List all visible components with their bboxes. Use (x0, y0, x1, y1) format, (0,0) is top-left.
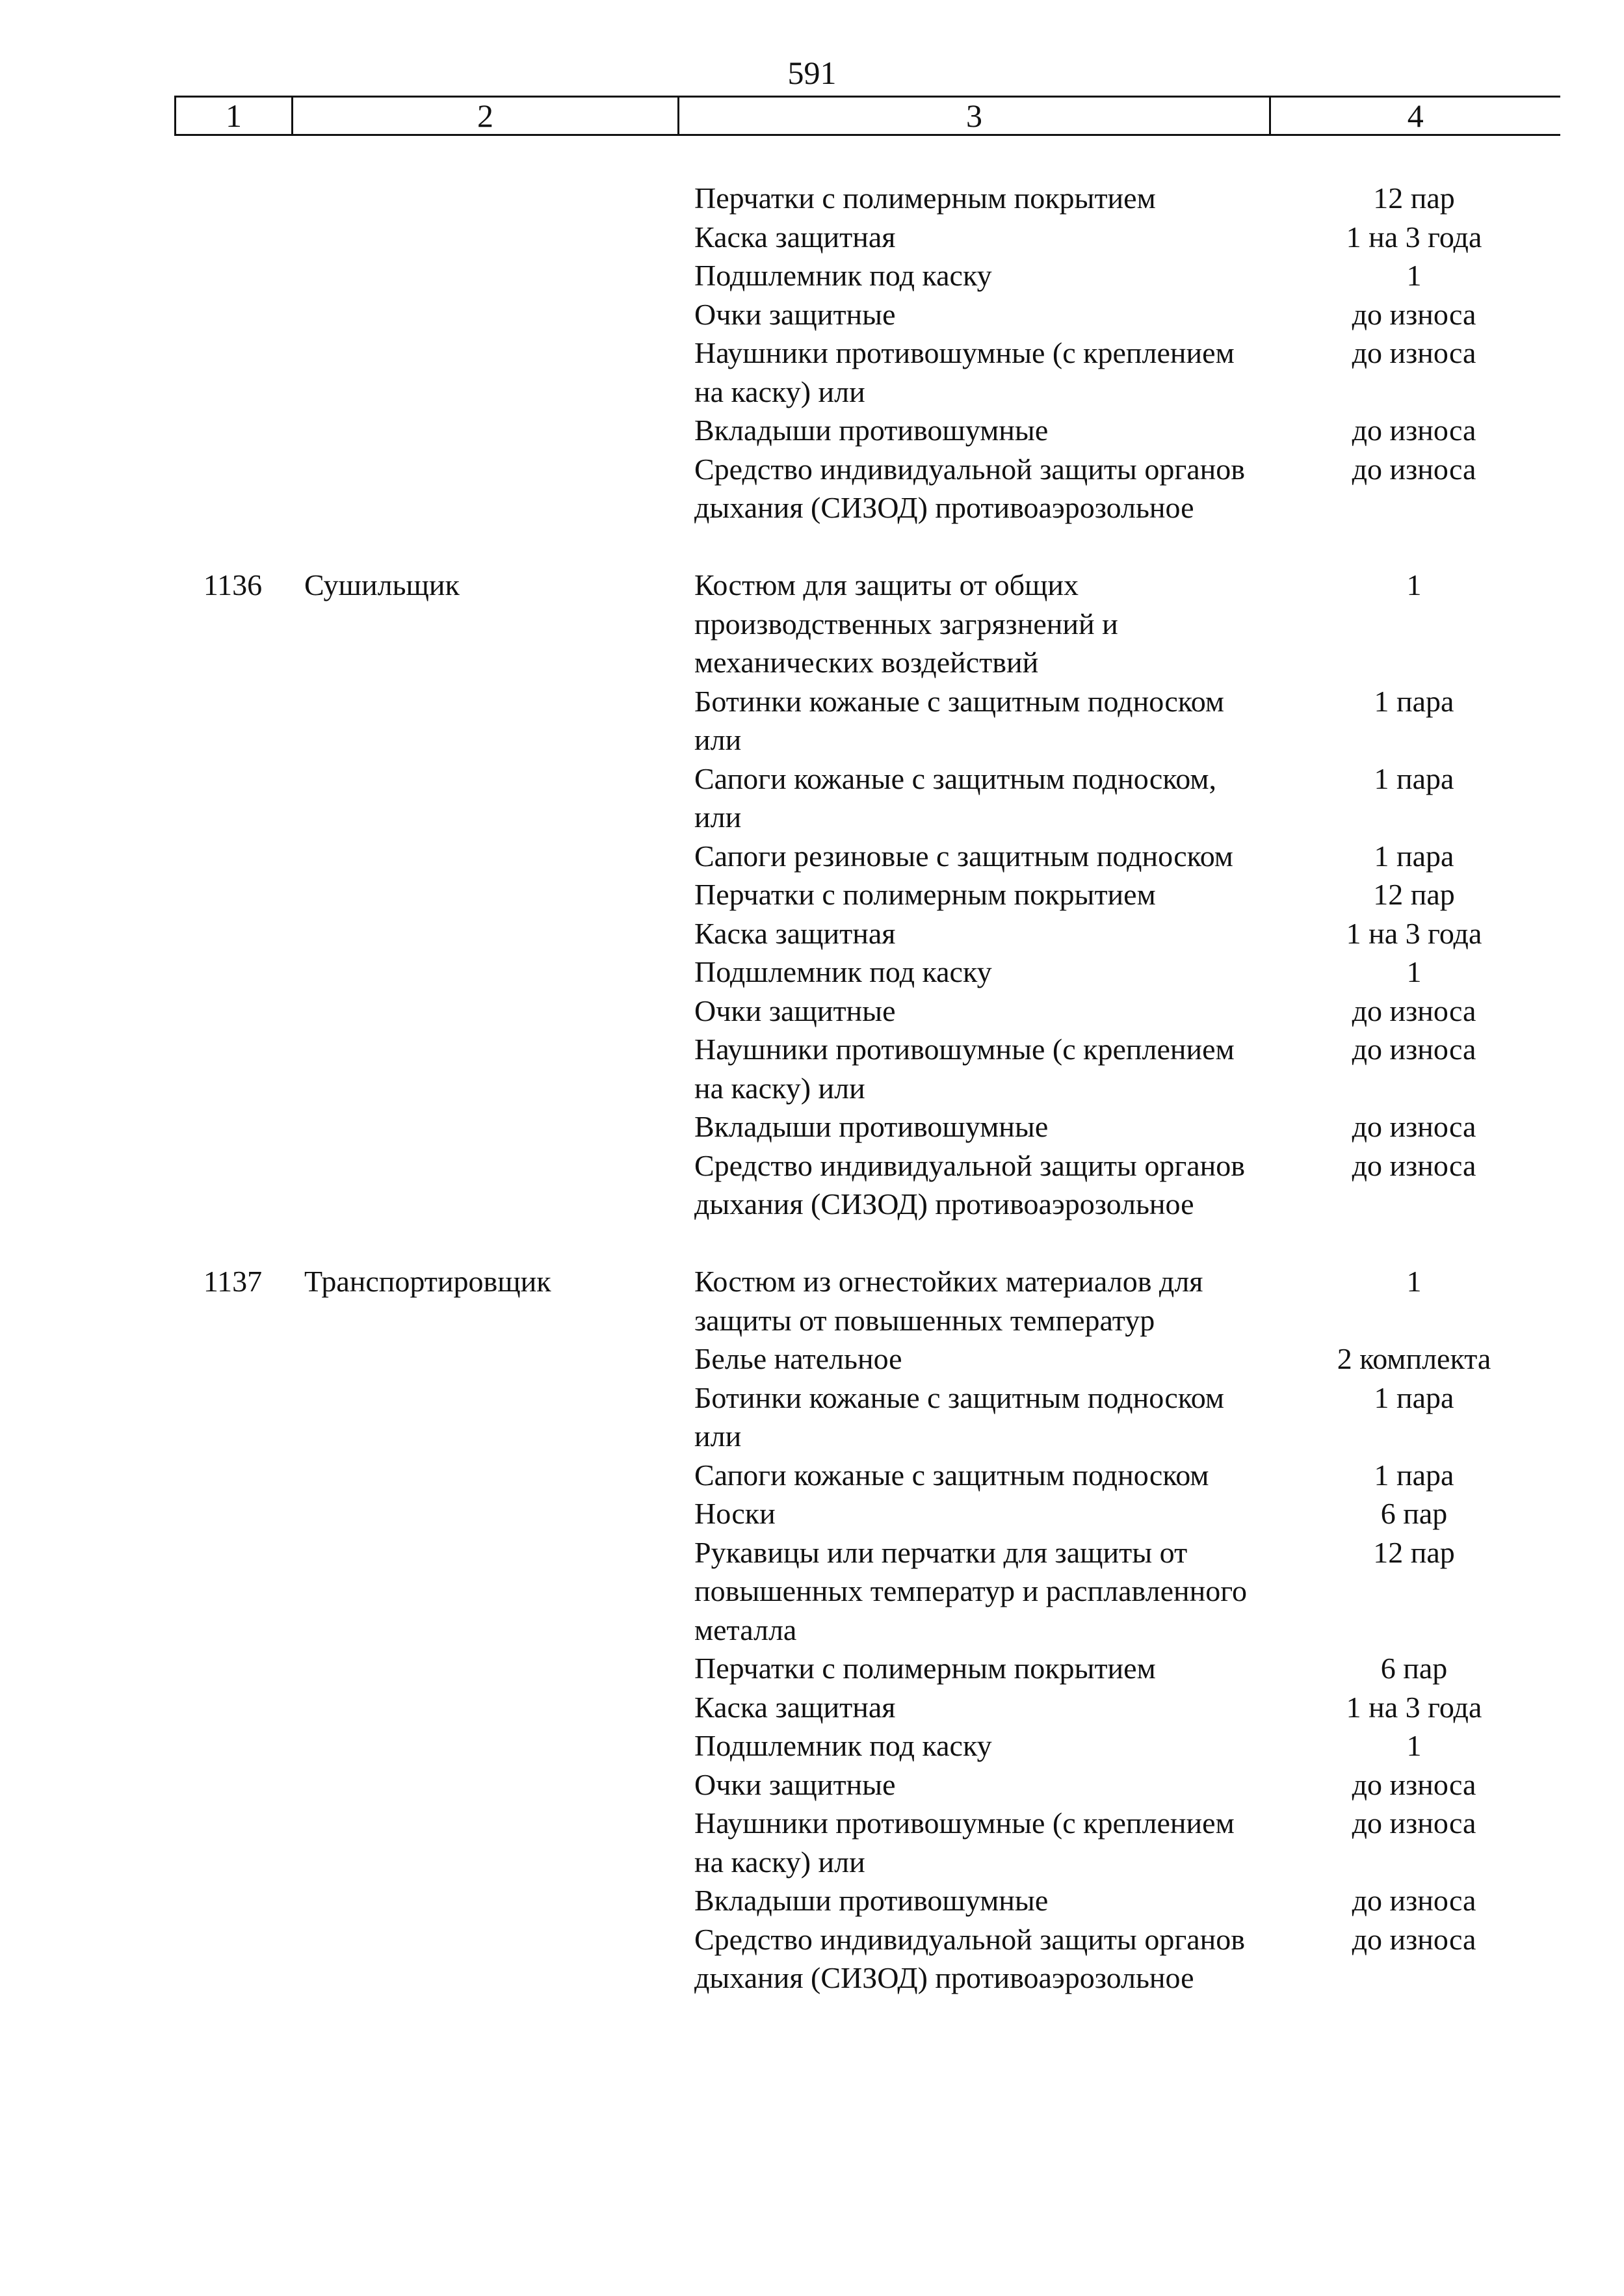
issue-norm: 12 пар (1373, 181, 1455, 215)
row-number (174, 1688, 291, 1727)
row-number: 1136 (203, 568, 263, 601)
row-number (174, 179, 291, 218)
row-number (174, 1765, 291, 1804)
ppe-item: Костюм для защиты от общих производственных загрязнений и механических воздействий (694, 568, 1118, 679)
table-body (174, 179, 1559, 1998)
row-number (174, 1494, 291, 1533)
ppe-item: Ботинки кожаные с защитным подноском или (694, 684, 1225, 756)
ppe-item: Подшлемник под каску (694, 259, 992, 292)
row-number (174, 218, 291, 257)
table-row (174, 1262, 1559, 1339)
ppe-item: Вкладыши противошумные (694, 1884, 1049, 1917)
profession-name (291, 837, 677, 876)
column-header-3: 3 (679, 97, 1270, 135)
table-row (174, 1339, 1559, 1379)
row-number (174, 1649, 291, 1688)
row-number (174, 682, 291, 759)
issue-norm: 1 пара (1374, 1380, 1454, 1414)
issue-norm: до износа (1352, 1767, 1476, 1801)
row-number (174, 953, 291, 992)
table-row (174, 1726, 1559, 1765)
profession-name (291, 179, 677, 218)
profession-name (291, 682, 677, 759)
issue-norm: 6 пар (1380, 1652, 1448, 1685)
table-row (174, 218, 1559, 257)
table-row (174, 1533, 1559, 1650)
table-row (174, 1804, 1559, 1881)
ppe-item: Белье нательное (694, 1342, 902, 1375)
table-row (174, 450, 1559, 527)
issue-norm: до износа (1352, 1922, 1476, 1956)
issue-norm: 1 на 3 года (1346, 916, 1482, 950)
table-row (174, 837, 1559, 876)
table-row (174, 992, 1559, 1031)
row-number (174, 411, 291, 450)
table-row (174, 256, 1559, 295)
issue-norm: до износа (1352, 452, 1476, 486)
profession-name (291, 1688, 677, 1727)
profession-name (291, 1107, 677, 1146)
profession-name: Транспортировщик (304, 1265, 551, 1298)
ppe-item: Рукавицы или перчатки для защиты от повышенных температур и расплавленного металла (694, 1535, 1247, 1646)
profession-name (291, 1146, 677, 1224)
issue-norm: 2 комплекта (1337, 1342, 1491, 1375)
profession-name (291, 1765, 677, 1804)
table-row (174, 1881, 1559, 1920)
issue-norm: до износа (1352, 1033, 1476, 1066)
issue-norm: до износа (1352, 994, 1476, 1027)
table-row (174, 914, 1559, 953)
ppe-item: Наушники противошумные (с креплением на каску) или (694, 1033, 1235, 1105)
issue-norm: 12 пар (1373, 878, 1455, 911)
table-row (174, 875, 1559, 914)
table-row (174, 411, 1559, 450)
row-number (174, 1107, 291, 1146)
issue-norm: до износа (1352, 336, 1476, 369)
table-row (174, 1688, 1559, 1727)
issue-norm: до износа (1352, 1110, 1476, 1143)
row-number (174, 450, 291, 527)
ppe-item: Перчатки с полимерным покрытием (694, 878, 1156, 911)
issue-norm: 1 пара (1374, 839, 1454, 873)
row-number (174, 1920, 291, 1998)
issue-norm: до износа (1352, 414, 1476, 447)
table-row (174, 1920, 1559, 1998)
table-row (174, 334, 1559, 411)
profession-name: Сушильщик (304, 568, 460, 601)
ppe-item: Подшлемник под каску (694, 1729, 992, 1762)
issue-norm: 1 (1406, 259, 1422, 292)
issue-norm: 1 (1406, 955, 1422, 988)
table-row (174, 179, 1559, 218)
profession-name (291, 1494, 677, 1533)
table-row (174, 1649, 1559, 1688)
profession-name (291, 914, 677, 953)
issue-norm: до износа (1352, 1148, 1476, 1182)
profession-name (291, 1920, 677, 1998)
profession-name (291, 953, 677, 992)
ppe-item: Очки защитные (694, 297, 896, 331)
issue-norm: 6 пар (1380, 1497, 1448, 1530)
row-number (174, 1379, 291, 1456)
issue-norm: 1 (1406, 568, 1422, 601)
table-row (174, 1030, 1559, 1107)
row-number (174, 992, 291, 1031)
row-number (174, 334, 291, 411)
ppe-item: Очки защитные (694, 1767, 896, 1801)
ppe-item: Средство индивидуальной защиты органов дыхания (СИЗОД) противоаэрозольное (694, 1922, 1245, 1994)
ppe-item: Каска защитная (694, 916, 896, 950)
profession-name (291, 1030, 677, 1107)
profession-name (291, 759, 677, 837)
row-number (174, 1881, 291, 1920)
row-number (174, 295, 291, 334)
ppe-item: Сапоги кожаные с защитным подноском, или (694, 761, 1217, 834)
issue-norm: 1 на 3 года (1346, 1690, 1482, 1724)
issue-norm: до износа (1352, 1806, 1476, 1840)
row-number (174, 256, 291, 295)
profession-name (291, 411, 677, 450)
column-header-2: 2 (293, 97, 679, 135)
ppe-item: Перчатки с полимерным покрытием (694, 1652, 1156, 1685)
ppe-item: Перчатки с полимерным покрытием (694, 181, 1156, 215)
ppe-item: Средство индивидуальной защиты органов дыхания (СИЗОД) противоаэрозольное (694, 452, 1245, 524)
profession-name (291, 256, 677, 295)
profession-name (291, 1533, 677, 1650)
table-row (174, 1456, 1559, 1495)
ppe-item: Подшлемник под каску (694, 955, 992, 988)
ppe-norms-table (174, 179, 1559, 1998)
row-number (174, 1339, 291, 1379)
profession-name (291, 1379, 677, 1456)
row-number (174, 1146, 291, 1224)
ppe-item: Вкладыши противошумные (694, 1110, 1049, 1143)
table-row (174, 566, 1559, 682)
profession-name (291, 875, 677, 914)
table-row (174, 682, 1559, 759)
profession-name (291, 218, 677, 257)
issue-norm: 1 на 3 года (1346, 220, 1482, 254)
section-spacer (174, 527, 1559, 566)
profession-name (291, 1456, 677, 1495)
profession-name (291, 295, 677, 334)
ppe-item: Наушники противошумные (с креплением на каску) или (694, 336, 1235, 408)
table-row (174, 1107, 1559, 1146)
profession-name (291, 992, 677, 1031)
column-header-table (174, 96, 1560, 136)
ppe-item: Сапоги кожаные с защитным подноском (694, 1458, 1209, 1492)
issue-norm: 12 пар (1373, 1535, 1455, 1569)
row-number (174, 1533, 291, 1650)
table-row (174, 759, 1559, 837)
ppe-item: Наушники противошумные (с креплением на каску) или (694, 1806, 1235, 1879)
issue-norm: 1 пара (1374, 684, 1454, 718)
profession-name (291, 1726, 677, 1765)
ppe-item: Ботинки кожаные с защитным подноском или (694, 1380, 1225, 1453)
row-number (174, 1804, 291, 1881)
ppe-item: Каска защитная (694, 1690, 896, 1724)
row-number (174, 837, 291, 876)
row-number (174, 1726, 291, 1765)
ppe-item: Костюм из огнестойких материалов для защиты от повышенных температур (694, 1265, 1203, 1337)
issue-norm: до износа (1352, 297, 1476, 331)
page-number: 591 (787, 55, 837, 91)
row-number: 1137 (203, 1265, 263, 1298)
table-row (174, 1146, 1559, 1224)
table-row (174, 1379, 1559, 1456)
column-header-row (176, 97, 1560, 135)
row-number (174, 914, 291, 953)
section-spacer (174, 1224, 1559, 1263)
profession-name (291, 1649, 677, 1688)
row-number (174, 1030, 291, 1107)
ppe-item: Очки защитные (694, 994, 896, 1027)
table-row (174, 295, 1559, 334)
row-number (174, 1456, 291, 1495)
ppe-item: Сапоги резиновые с защитным подноском (694, 839, 1233, 873)
issue-norm: 1 (1406, 1265, 1422, 1298)
profession-name (291, 1881, 677, 1920)
table-row (174, 1765, 1559, 1804)
column-header-4: 4 (1270, 97, 1560, 135)
issue-norm: 1 пара (1374, 761, 1454, 795)
profession-name (291, 450, 677, 527)
issue-norm: до износа (1352, 1884, 1476, 1917)
table-row (174, 953, 1559, 992)
profession-name (291, 334, 677, 411)
ppe-item: Каска защитная (694, 220, 896, 254)
profession-name (291, 1339, 677, 1379)
ppe-item: Носки (694, 1497, 776, 1530)
column-header-1: 1 (176, 97, 293, 135)
ppe-item: Средство индивидуальной защиты органов дыхания (СИЗОД) противоаэрозольное (694, 1148, 1245, 1221)
ppe-item: Вкладыши противошумные (694, 414, 1049, 447)
table-row (174, 1494, 1559, 1533)
row-number (174, 875, 291, 914)
profession-name (291, 1804, 677, 1881)
issue-norm: 1 пара (1374, 1458, 1454, 1492)
row-number (174, 759, 291, 837)
issue-norm: 1 (1406, 1729, 1422, 1762)
